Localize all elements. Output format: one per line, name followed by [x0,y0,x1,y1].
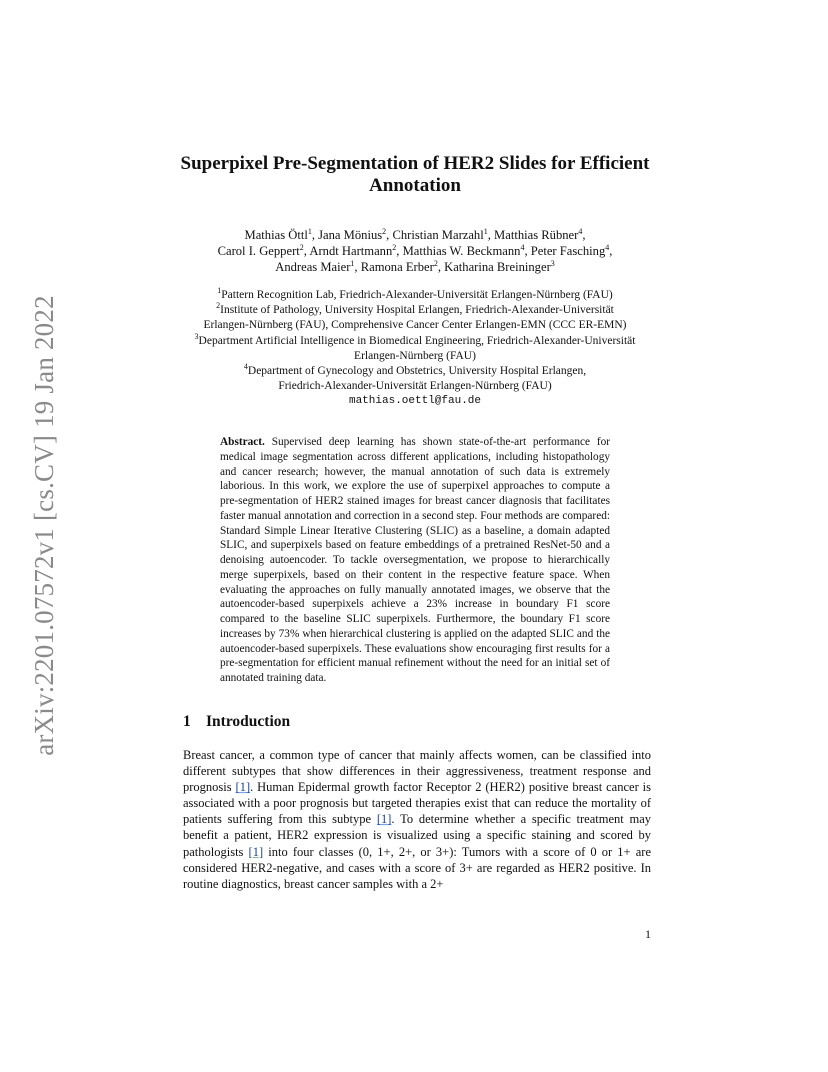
author-sup: 2 [392,243,397,252]
author-sep: , [386,228,393,242]
affiliation-4-cont: Friedrich-Alexander-Universität Erlangen-Nürnberg (FAU) [278,380,552,393]
title-line-1: Superpixel Pre-Segmentation of HER2 Slides for Efficient [180,153,650,174]
author-name: Christian Marzahl [392,228,484,242]
arxiv-sidebar [14,290,74,760]
affiliations [160,288,670,410]
author-sep: , [487,228,495,242]
author-sup: 2 [299,243,304,252]
affiliation-3-cont: Erlangen-Nürnberg (FAU) [354,349,476,362]
affiliation-sup: 1 [217,286,222,295]
author-name: Matthias W. Beckmann [402,244,521,258]
author-name: Katharina Breininger [444,260,551,274]
author-sup: 2 [382,227,387,236]
author-name: Andreas Maier [275,260,351,274]
author-sep: , [354,260,361,274]
author-name: Mathias Öttl [244,228,308,242]
affiliation-2-cont: Erlangen-Nürnberg (FAU), Comprehensive Cancer Center Erlangen-EMN (CCC ER-EMN) [203,319,627,332]
affiliation-sup: 2 [216,301,221,311]
author-name: Peter Fasching [530,244,606,258]
author-line-2 [160,243,670,259]
affiliation-sup: 4 [243,362,248,372]
citation-link[interactable]: [1] [376,812,392,827]
author-line-1 [160,227,670,243]
affiliation-2 [160,303,670,318]
author-sep: , [396,244,403,258]
author-sup: 4 [578,227,583,236]
author-sep: , [582,228,586,242]
author-sup: 1 [307,227,312,236]
affiliation-3 [160,331,670,349]
author-name: Ramona Erber [360,260,434,274]
title-line-2: Annotation [369,175,461,196]
abstract-label: Abstract. [220,436,265,448]
author-name: Jana Mönius [318,228,383,242]
paper-title [170,153,660,197]
intro-text: . Human Epidermal growth factor Receptor 2 (HER2) positive breast cancer is associated with a poor prognosis but targeted therapies exist that can reduce the mortality of patients suffering from this subtype [183,780,651,827]
intro-text: into four classes (0, 1+, 2+, or 3+): Tumors with a score of 0 or 1+ are considered HER2-negative, and cases with a score of 3+ are regarded as HER2 positive. In routine diagnostics, breast cancer samples with a 2+ [183,844,651,891]
affiliation-text: Pattern Recognition Lab, Friedrich-Alexander-Universität Erlangen-Nürnberg (FAU) [221,289,613,301]
author-sep: , [311,228,319,242]
author-sup: 4 [520,243,525,252]
affiliation-text: Institute of Pathology, University Hospital Erlangen, Friedrich-Alexander-Universität [220,304,614,317]
email-address: mathias.oettl@fau.de [348,395,482,408]
affiliation-text: Department Artificial Intelligence in Biomedical Engineering, Friedrich-Alexander-Universität [198,334,636,347]
author-sep: , [609,244,613,258]
section-heading [183,713,290,731]
intro-paragraph [183,747,651,892]
affiliation-text: Department of Gynecology and Obstetrics, University Hospital Erlangen, [247,365,587,378]
author-line-3 [160,259,670,275]
author-sup: 4 [605,243,610,252]
abstract-text: Supervised deep learning has shown state-of-the-art performance for medical image segmentation across different applications, including histopathology and cancer research; however, the manual annotation of such data is extremely laborious. In this work, we explore the use of superpixel approaches to compute a pre-segmentation of HER2 stained images for breast cancer diagnosis that facilitates faster manual annotation and correction in a second step. Four methods are compared: Standard Simple Linear Iterative Clustering (SLIC) as a baseline, a domain adapted SLIC, and superpixels based on feature embeddings of a pretrained ResNet-50 and a denoising autoencoder. To tackle oversegmentation, we propose to hierarchically merge superpixels, based on their content in the respective feature space. When evaluating the approaches on fully manually annotated images, we observe that the autoencoder-based superpixels achieve a 23% increase in boundary F1 score compared to the baseline SLIC superpixels. Furthermore, the boundary F1 score increases by 73% when hierarchical clustering is applied on the adapted SLIC and the autoencoder-based superpixels. These evaluations show encouraging first results for a pre-segmentation for efficient manual refinement without the need for an initial set of annotated training data. [220,436,611,684]
author-sep: , [303,244,310,258]
section-number: 1 [183,713,191,730]
author-sup: 1 [483,227,488,236]
author-sup: 1 [350,259,355,268]
author-name: Matthias Rübner [494,228,579,242]
intro-text: . To determine whether a specific treatment may benefit a patient, HER2 expression is visualized using a specific staining and scored by pathologists [183,812,652,859]
affiliation-1 [160,288,670,303]
abstract [220,435,610,686]
affiliation-4 [160,364,670,379]
author-name: Carol I. Geppert [217,244,300,258]
intro-text: Breast cancer, a common type of cancer that mainly affects women, can be classified into different subtypes that show differences in their aggressiveness, treatment response and prognosis [183,748,651,795]
author-sep: , [524,244,531,258]
citation-link[interactable]: [1] [235,780,251,795]
page-number: 1 [645,927,651,941]
author-sep: , [437,260,445,274]
arxiv-identifier: arXiv:2201.07572v1 [cs.CV] 19 Jan 2022 [28,294,59,756]
author-name: Arndt Hartmann [309,244,393,258]
citation-link[interactable]: [1] [248,844,264,859]
author-sup: 3 [550,259,555,268]
affiliation-sup: 3 [194,331,199,341]
author-sup: 2 [433,259,438,268]
author-list [160,227,670,275]
section-title: Introduction [206,713,291,730]
